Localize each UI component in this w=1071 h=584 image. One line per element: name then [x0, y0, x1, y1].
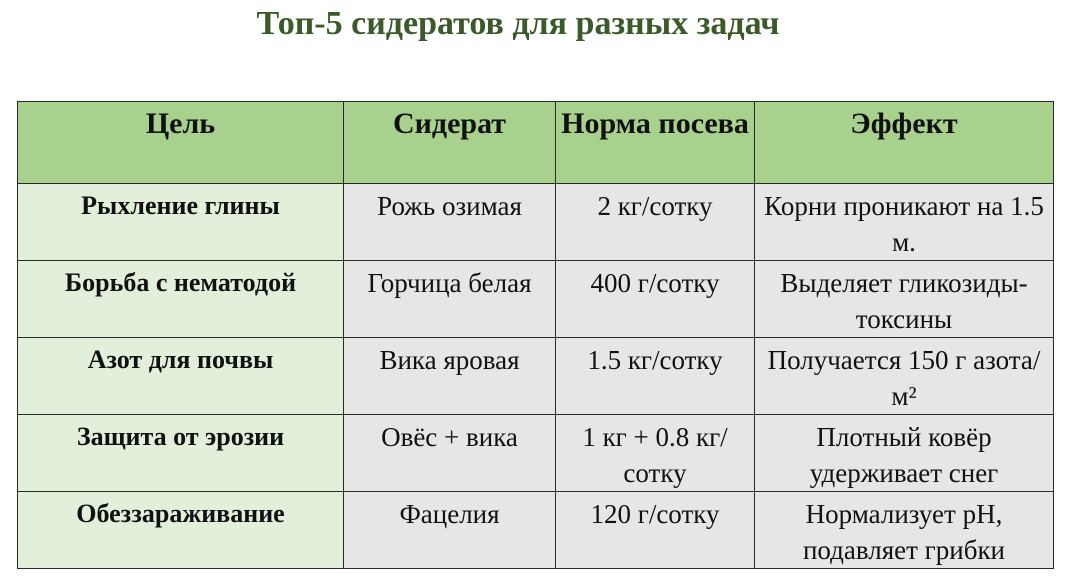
table-row: [18, 184, 1054, 261]
goal-cell: Рыхление глины: [18, 184, 344, 261]
siderat-cell: Горчица белая: [344, 261, 556, 338]
page-title: Топ-5 сидератов для разных задач: [256, 5, 780, 42]
norm-cell: 2 кг/сотку: [556, 184, 755, 261]
effect-cell: Плотный ковёр удерживает снег: [755, 415, 1054, 492]
header-norm: Норма посева: [556, 102, 755, 184]
header-goal: Цель: [18, 102, 344, 184]
goal-cell: Защита от эрозии: [18, 415, 344, 492]
effect-cell: Выделяет гликозиды-токсины: [755, 261, 1054, 338]
norm-cell: 120 г/сотку: [556, 492, 755, 569]
header-siderat: Сидерат: [344, 102, 556, 184]
norm-cell: 400 г/сотку: [556, 261, 755, 338]
siderat-cell: Вика яровая: [344, 338, 556, 415]
goal-cell: Обеззараживание: [18, 492, 344, 569]
siderat-cell: Фацелия: [344, 492, 556, 569]
norm-cell: 1 кг + 0.8 кг/сотку: [556, 415, 755, 492]
effect-cell: Нормализует pH, подавляет грибки: [755, 492, 1054, 569]
table-row: [18, 261, 1054, 338]
norm-cell: 1.5 кг/сотку: [556, 338, 755, 415]
table-header-row: [18, 102, 1054, 184]
siderat-cell: Рожь озимая: [344, 184, 556, 261]
effect-cell: Получается 150 г азота/м²: [755, 338, 1054, 415]
table-row: [18, 492, 1054, 569]
table-row: [18, 338, 1054, 415]
header-effect: Эффект: [755, 102, 1054, 184]
siderat-cell: Овёс + вика: [344, 415, 556, 492]
goal-cell: Борьба с нематодой: [18, 261, 344, 338]
goal-cell: Азот для почвы: [18, 338, 344, 415]
table-row: [18, 415, 1054, 492]
siderat-table: [17, 101, 1054, 569]
effect-cell: Корни проникают на 1.5 м.: [755, 184, 1054, 261]
